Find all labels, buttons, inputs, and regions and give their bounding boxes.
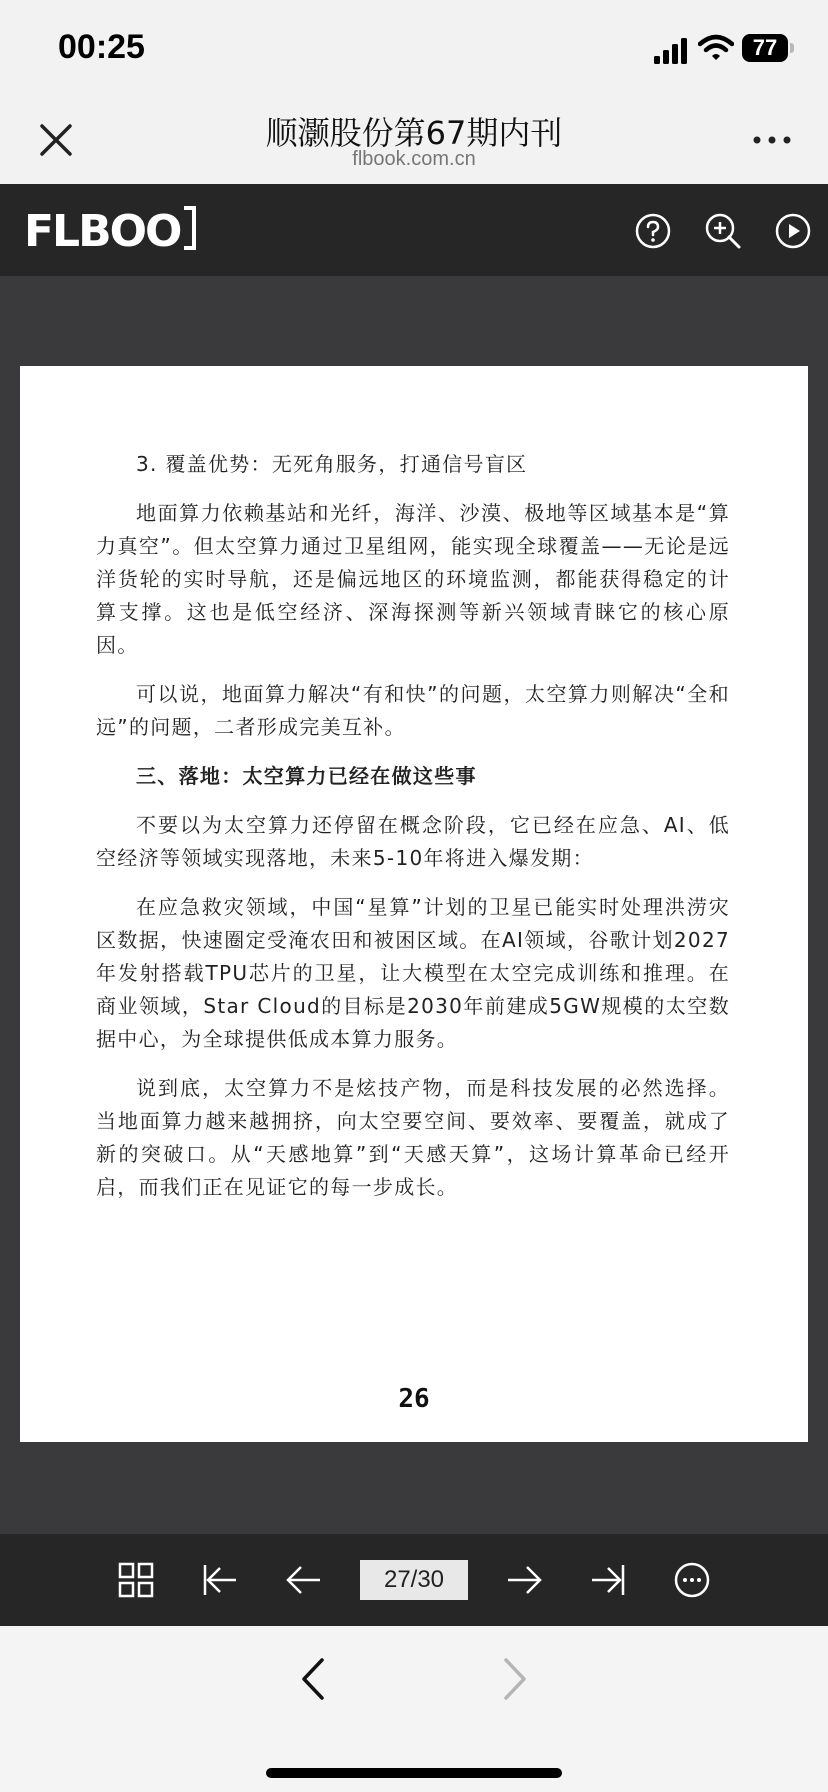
page-indicator[interactable]: 27/30 [360,1560,468,1600]
zoom-in-icon[interactable] [704,212,742,250]
more-menu-icon[interactable] [672,1560,712,1600]
battery-level: 77 [742,34,788,62]
page-domain: flbook.com.cn [352,148,476,170]
paragraph: 地面算力依赖基站和光纤，海洋、沙漠、极地等区域基本是“算力真空”。但太空算力通过卫星组网，能实现全球覆盖——无论是远洋货轮的实时导航，还是偏远地区的环境监测，都能获得稳定的计算支撑。这也是低空经济、深海探测等新兴领域青睐它的核心原因。 [96,501,730,657]
next-page-icon[interactable] [504,1560,544,1600]
more-options-button[interactable] [752,132,792,148]
first-page-icon[interactable] [200,1560,240,1600]
page-content [96,448,730,1220]
page-number: 26 [398,1384,430,1414]
paragraph: 3. 覆盖优势：无死角服务，打通信号盲区 [136,452,528,476]
browser-back-button[interactable] [296,1656,332,1702]
browser-navigation [0,1626,828,1792]
section-heading: 三、落地：太空算力已经在做这些事 [136,764,477,788]
paragraph: 在应急救灾领域，中国“星算”计划的卫星已能实时处理洪涝灾区数据，快速圈定受淹农田和被困区域。在AI领域，谷歌计划2027年发射搭载TPU芯片的卫星，让大模型在太空完成训练和推理。在商业领域，Star Cloud的目标是2030年前建成5GW规模的太空数据中心，为全球提供低成本算力服务。 [96,895,730,1051]
browser-forward-button[interactable] [496,1656,532,1702]
book-reader [0,276,828,1534]
home-indicator[interactable] [266,1768,562,1778]
paragraph: 说到底，太空算力不是炫技产物，而是科技发展的必然选择。当地面算力越来越拥挤，向太空要空间、要效率、要覆盖，就成了新的突破口。从“天感地算”到“天感天算”，这场计算革命已经开启，而我们正在见证它的每一步成长。 [96,1076,730,1199]
wifi-icon [698,34,734,62]
help-icon[interactable] [634,212,672,250]
paragraph: 可以说，地面算力解决“有和快”的问题，太空算力则解决“全和远”的问题，二者形成完美互补。 [96,682,730,739]
battery-icon [742,34,794,62]
last-page-icon[interactable] [588,1560,628,1600]
book-page[interactable] [20,366,808,1442]
page-navigation-bar [0,1534,828,1626]
paragraph: 不要以为太空算力还停留在概念阶段，它已经在应急、AI、低空经济等领域实现落地，未来5-10年将进入爆发期： [96,813,730,870]
thumbnails-grid-icon[interactable] [116,1560,156,1600]
page-title: 顺灏股份第67期内刊 [265,114,563,152]
status-time: 00:25 [58,28,145,66]
flbook-logo: FLBOO [24,206,196,256]
previous-page-icon[interactable] [284,1560,324,1600]
flbook-toolbar [0,184,828,276]
cellular-signal-icon [654,38,688,64]
status-bar [0,0,828,96]
browser-header [0,96,828,184]
autoplay-icon[interactable] [774,212,812,250]
